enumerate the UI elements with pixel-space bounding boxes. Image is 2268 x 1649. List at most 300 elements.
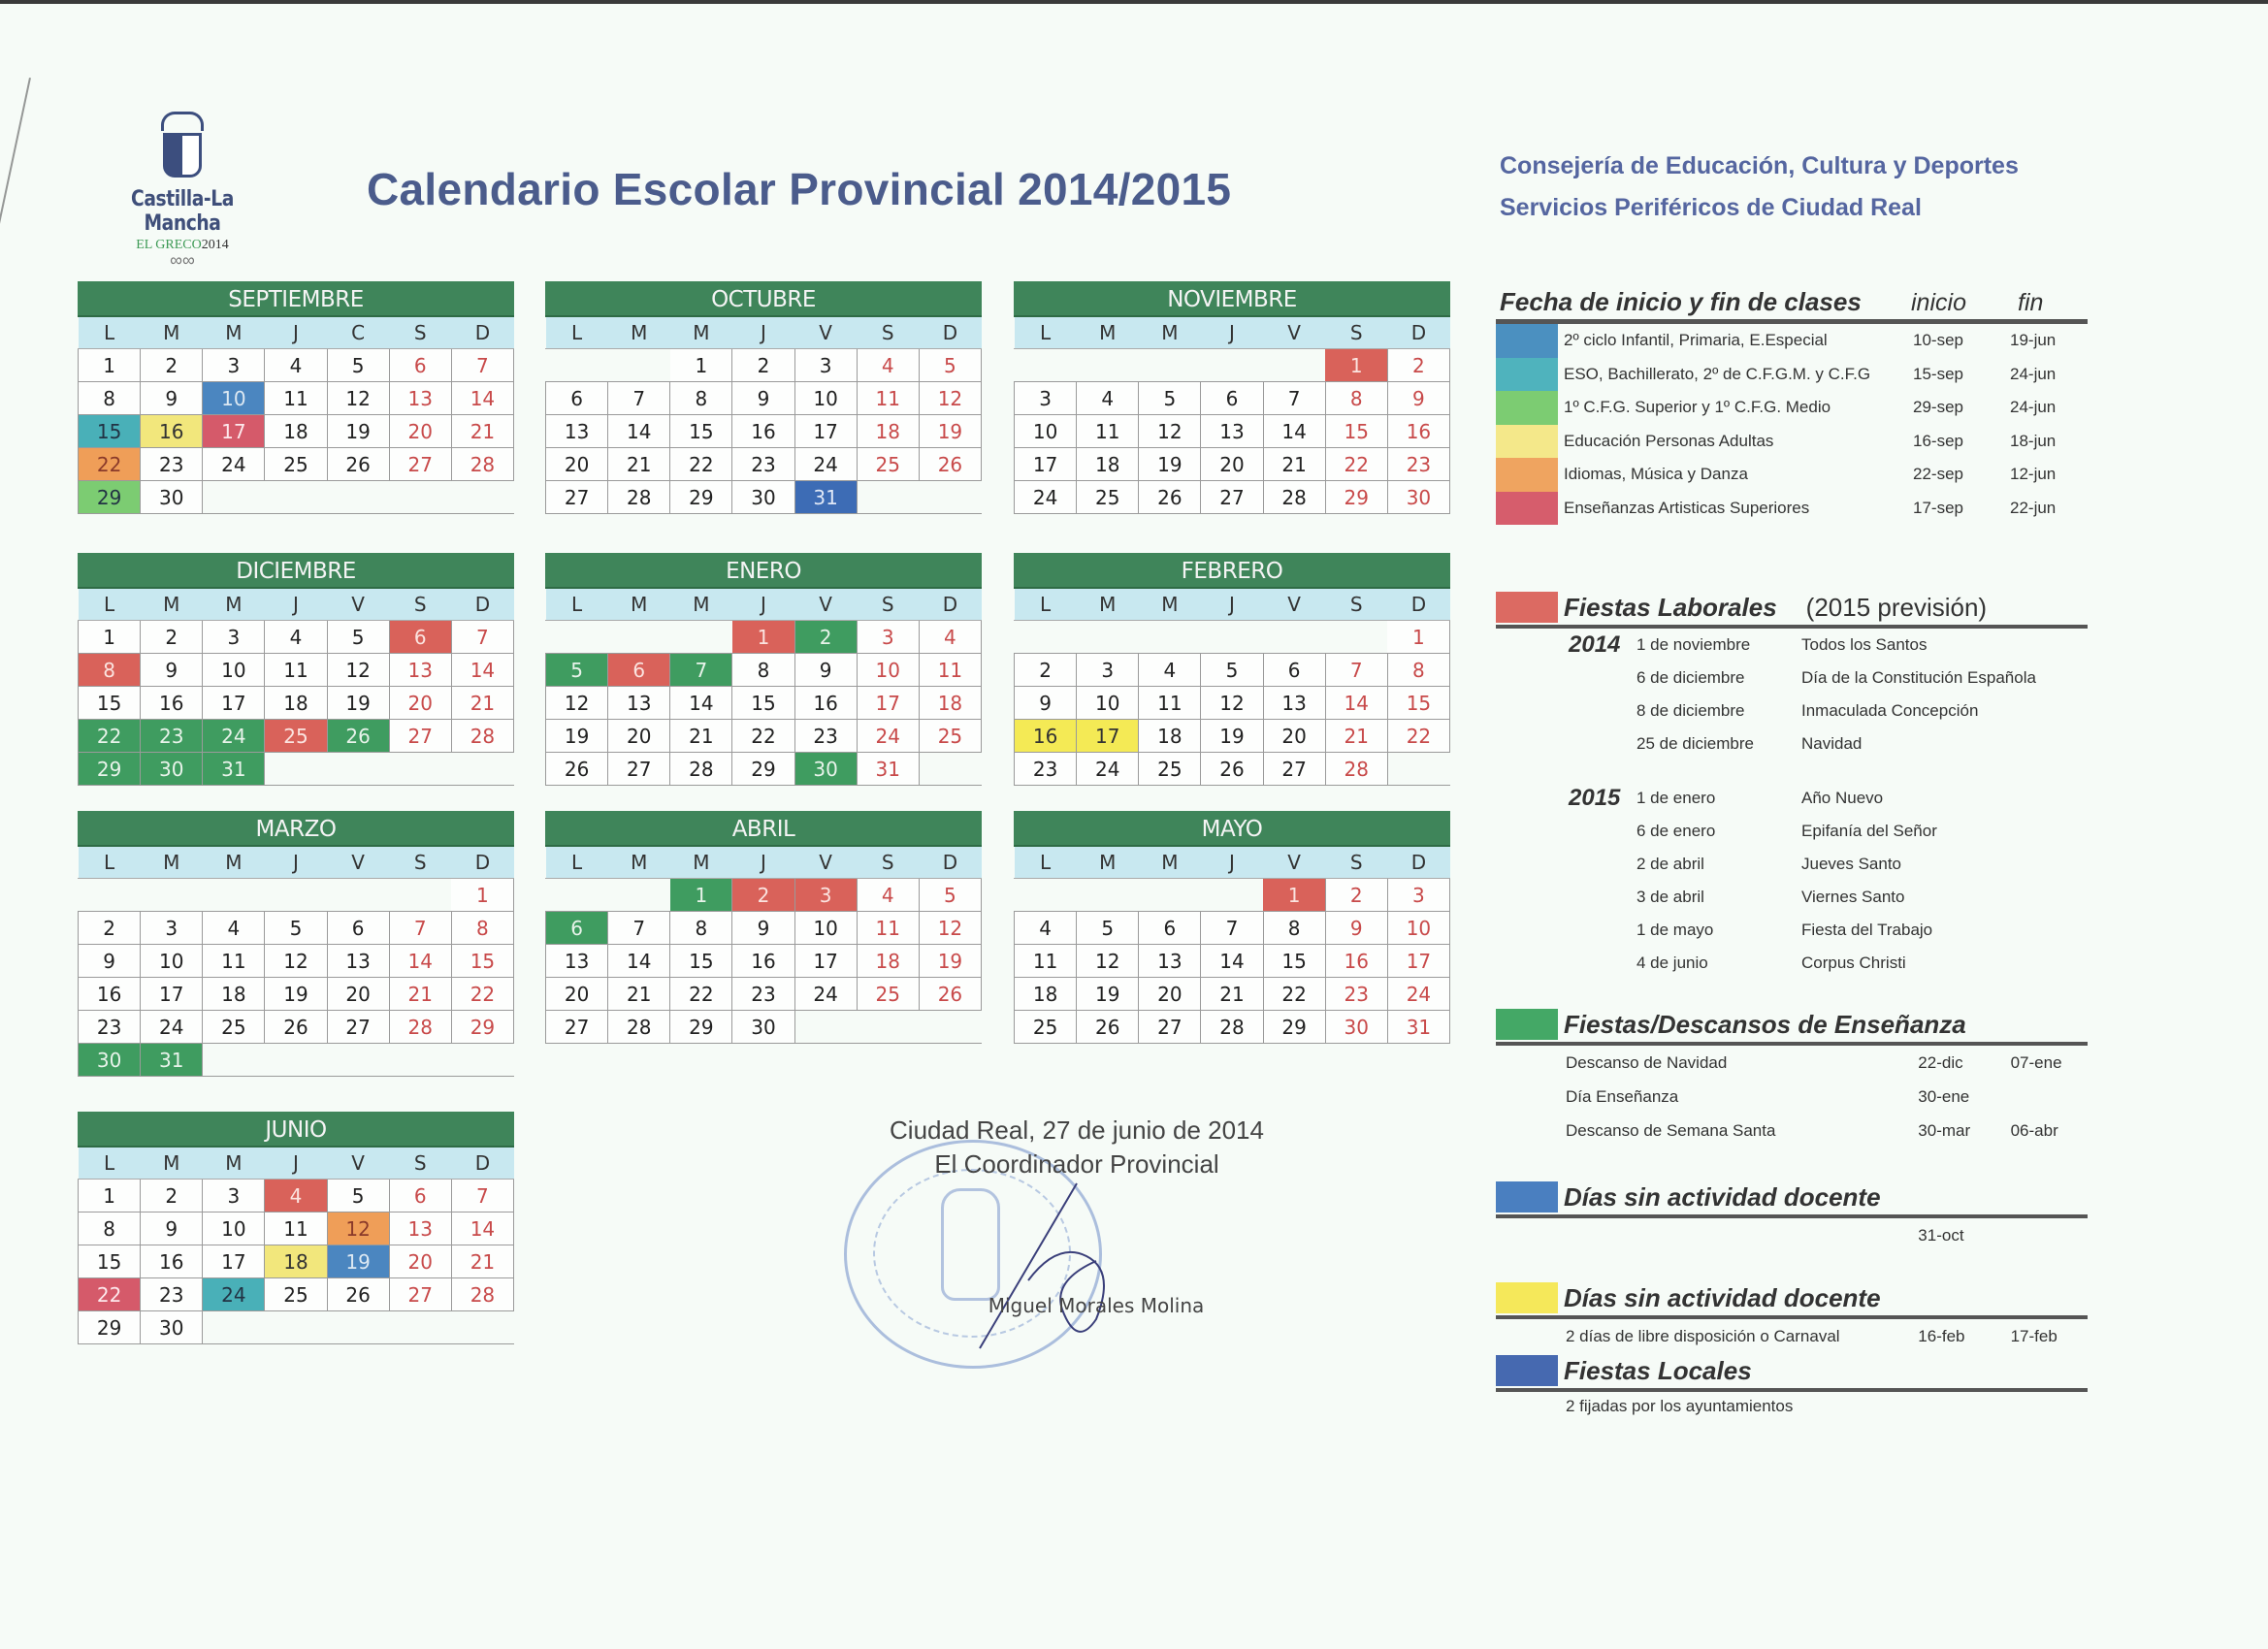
day-cell: 17 bbox=[857, 687, 919, 720]
class-date-row bbox=[1496, 324, 2088, 358]
weekday-label: D bbox=[919, 589, 981, 621]
week-row bbox=[1015, 879, 1450, 912]
day-cell: 17 bbox=[203, 415, 265, 448]
weekday-label: L bbox=[546, 847, 608, 879]
week-row bbox=[1015, 687, 1450, 720]
day-cell: 17 bbox=[1387, 945, 1449, 978]
day-cell: 8 bbox=[732, 654, 794, 687]
day-cell: 8 bbox=[670, 912, 732, 945]
empty-day-cell bbox=[1077, 349, 1139, 382]
holiday-date: 1 de mayo bbox=[1636, 921, 1714, 939]
week-row bbox=[546, 687, 982, 720]
month-calendar-mayo bbox=[1014, 811, 1450, 1044]
day-cell: 26 bbox=[1077, 1011, 1139, 1044]
week-row bbox=[1015, 382, 1450, 415]
day-cell: 3 bbox=[794, 349, 857, 382]
day-cell: 27 bbox=[327, 1011, 389, 1044]
period-start: 30-mar bbox=[1918, 1120, 1971, 1140]
day-cell: 10 bbox=[857, 654, 919, 687]
empty-day-cell bbox=[1015, 349, 1077, 382]
month-calendar-diciembre bbox=[78, 553, 514, 786]
class-dates-legend bbox=[1496, 287, 2088, 525]
day-cell: 23 bbox=[141, 448, 203, 481]
class-date-row bbox=[1496, 458, 2088, 492]
empty-day-cell bbox=[1201, 349, 1263, 382]
week-row bbox=[1015, 720, 1450, 753]
day-cell: 21 bbox=[670, 720, 732, 753]
day-cell: 22 bbox=[79, 1278, 141, 1311]
sin-actividad-blue-legend bbox=[1496, 1181, 2088, 1252]
day-cell: 9 bbox=[141, 654, 203, 687]
day-cell: 4 bbox=[203, 912, 265, 945]
day-cell: 10 bbox=[203, 1212, 265, 1245]
day-cell: 21 bbox=[1201, 978, 1263, 1011]
weekday-label: J bbox=[1201, 317, 1263, 349]
week-row bbox=[79, 1044, 514, 1077]
empty-day-cell bbox=[546, 349, 608, 382]
weekday-label: S bbox=[857, 847, 919, 879]
fiestas-laborales-title: Fiestas Laborales bbox=[1564, 593, 1777, 622]
category-color-swatch bbox=[1496, 458, 1558, 492]
week-row bbox=[79, 415, 514, 448]
day-cell: 17 bbox=[203, 687, 265, 720]
empty-day-cell bbox=[265, 1311, 327, 1344]
weekday-header-row bbox=[1015, 847, 1450, 879]
day-cell: 12 bbox=[1139, 415, 1201, 448]
empty-day-cell bbox=[857, 1011, 919, 1044]
day-cell: 28 bbox=[1201, 1011, 1263, 1044]
category-label: Enseñanzas Artisticas Superiores bbox=[1564, 498, 1810, 517]
end-date: 19-jun bbox=[2010, 331, 2057, 350]
weekday-label: V bbox=[794, 317, 857, 349]
holiday-name: Jueves Santo bbox=[1801, 855, 1902, 873]
day-cell: 28 bbox=[608, 481, 670, 514]
day-cell: 4 bbox=[1015, 912, 1077, 945]
day-cell: 13 bbox=[1263, 687, 1325, 720]
empty-day-cell bbox=[608, 879, 670, 912]
fiestas-locales-note: 2 fijadas por los ayuntamientos bbox=[1566, 1397, 1794, 1415]
weekday-label: M bbox=[670, 589, 732, 621]
day-cell: 14 bbox=[451, 382, 513, 415]
class-dates-title: Fecha de inicio y fin de clases bbox=[1500, 287, 1862, 316]
weekday-label: L bbox=[1015, 589, 1077, 621]
day-cell: 9 bbox=[1325, 912, 1387, 945]
weekday-label: V bbox=[1263, 589, 1325, 621]
day-cell: 11 bbox=[919, 654, 981, 687]
week-row bbox=[79, 1278, 514, 1311]
empty-day-cell bbox=[265, 879, 327, 912]
day-cell: 22 bbox=[1387, 720, 1449, 753]
day-cell: 26 bbox=[327, 1278, 389, 1311]
holiday-name: Año Nuevo bbox=[1801, 789, 1884, 807]
day-cell: 10 bbox=[1387, 912, 1449, 945]
day-cell: 19 bbox=[919, 945, 981, 978]
empty-day-cell bbox=[203, 1044, 265, 1077]
day-cell: 5 bbox=[1077, 912, 1139, 945]
day-cell: 7 bbox=[1263, 382, 1325, 415]
empty-day-cell bbox=[1139, 879, 1201, 912]
category-color-swatch bbox=[1496, 324, 1558, 358]
week-row bbox=[1015, 1011, 1450, 1044]
day-cell: 25 bbox=[265, 1278, 327, 1311]
day-cell: 11 bbox=[857, 382, 919, 415]
day-cell: 15 bbox=[1387, 687, 1449, 720]
class-date-row bbox=[1496, 425, 2088, 459]
weekday-label: L bbox=[1015, 847, 1077, 879]
day-cell: 9 bbox=[79, 945, 141, 978]
fiestas-locales-title: Fiestas Locales bbox=[1564, 1356, 1752, 1385]
weekday-label: S bbox=[857, 317, 919, 349]
day-cell: 28 bbox=[389, 1011, 451, 1044]
day-cell: 14 bbox=[1263, 415, 1325, 448]
weekday-label: L bbox=[79, 589, 141, 621]
month-title: DICIEMBRE bbox=[78, 553, 514, 589]
weekday-label: M bbox=[608, 847, 670, 879]
day-cell: 2 bbox=[141, 1180, 203, 1212]
week-row bbox=[1015, 978, 1450, 1011]
day-cell: 15 bbox=[732, 687, 794, 720]
day-cell: 29 bbox=[79, 481, 141, 514]
day-cell: 16 bbox=[732, 945, 794, 978]
weekday-label: J bbox=[265, 589, 327, 621]
weekday-label: D bbox=[919, 317, 981, 349]
weekday-label: J bbox=[265, 317, 327, 349]
weekday-label: M bbox=[608, 317, 670, 349]
fiestas-laborales-swatch bbox=[1496, 592, 1558, 623]
week-row bbox=[546, 415, 982, 448]
weekday-header-row bbox=[79, 589, 514, 621]
week-row bbox=[546, 1011, 982, 1044]
holiday-row bbox=[1496, 782, 2088, 815]
period-start: 31-oct bbox=[1918, 1225, 1964, 1245]
day-cell: 26 bbox=[919, 978, 981, 1011]
week-row bbox=[1015, 415, 1450, 448]
day-cell: 28 bbox=[670, 753, 732, 786]
day-cell: 4 bbox=[1139, 654, 1201, 687]
day-cell: 28 bbox=[1325, 753, 1387, 786]
day-cell: 22 bbox=[670, 448, 732, 481]
weekday-label: L bbox=[79, 847, 141, 879]
weekday-label: M bbox=[608, 589, 670, 621]
empty-day-cell bbox=[79, 879, 141, 912]
weekday-label: M bbox=[670, 847, 732, 879]
month-calendar-noviembre bbox=[1014, 281, 1450, 514]
day-cell: 2 bbox=[732, 349, 794, 382]
day-cell: 24 bbox=[203, 720, 265, 753]
day-cell: 30 bbox=[79, 1044, 141, 1077]
day-cell: 30 bbox=[1325, 1011, 1387, 1044]
week-row bbox=[546, 978, 982, 1011]
week-row bbox=[546, 349, 982, 382]
holiday-name: Fiesta del Trabajo bbox=[1801, 921, 1933, 939]
day-cell: 3 bbox=[794, 879, 857, 912]
sin-actividad-yellow-legend bbox=[1496, 1282, 2088, 1353]
day-cell: 3 bbox=[141, 912, 203, 945]
day-cell: 1 bbox=[670, 349, 732, 382]
month-title: SEPTIEMBRE bbox=[78, 281, 514, 317]
empty-day-cell bbox=[1015, 879, 1077, 912]
holiday-row bbox=[1496, 662, 2088, 695]
week-row bbox=[79, 1311, 514, 1344]
weekday-label: M bbox=[141, 1148, 203, 1180]
class-date-row bbox=[1496, 492, 2088, 526]
category-label: ESO, Bachillerato, 2º de C.F.G.M. y C.F.G bbox=[1564, 364, 1871, 383]
category-label: 2º ciclo Infantil, Primaria, E.Especial bbox=[1564, 331, 1828, 350]
day-cell: 8 bbox=[79, 1212, 141, 1245]
day-cell: 23 bbox=[79, 1011, 141, 1044]
empty-day-cell bbox=[265, 481, 327, 514]
day-cell: 21 bbox=[451, 687, 513, 720]
day-cell: 14 bbox=[608, 415, 670, 448]
day-cell: 22 bbox=[732, 720, 794, 753]
day-cell: 25 bbox=[1077, 481, 1139, 514]
weekday-label: D bbox=[451, 317, 513, 349]
start-date: 10-sep bbox=[1913, 331, 1963, 350]
weekday-label: J bbox=[1201, 847, 1263, 879]
day-cell: 5 bbox=[919, 349, 981, 382]
day-cell: 6 bbox=[389, 621, 451, 654]
day-cell: 16 bbox=[794, 687, 857, 720]
day-cell: 18 bbox=[857, 945, 919, 978]
day-cell: 11 bbox=[265, 1212, 327, 1245]
month-calendar-junio bbox=[78, 1112, 514, 1344]
day-cell: 11 bbox=[1139, 687, 1201, 720]
day-cell: 9 bbox=[732, 382, 794, 415]
holiday-row bbox=[1496, 815, 2088, 848]
week-row bbox=[546, 720, 982, 753]
day-cell: 1 bbox=[451, 879, 513, 912]
day-cell: 1 bbox=[79, 349, 141, 382]
day-cell: 6 bbox=[608, 654, 670, 687]
day-cell: 12 bbox=[1077, 945, 1139, 978]
day-cell: 23 bbox=[1387, 448, 1449, 481]
day-cell: 18 bbox=[1077, 448, 1139, 481]
day-cell: 30 bbox=[141, 481, 203, 514]
week-row bbox=[79, 945, 514, 978]
day-cell: 15 bbox=[1263, 945, 1325, 978]
weekday-label: S bbox=[389, 847, 451, 879]
day-cell: 3 bbox=[203, 1180, 265, 1212]
empty-day-cell bbox=[857, 481, 919, 514]
period-row bbox=[1496, 1046, 2088, 1080]
day-cell: 25 bbox=[857, 978, 919, 1011]
end-date: 12-jun bbox=[2010, 465, 2057, 484]
day-cell: 24 bbox=[203, 1278, 265, 1311]
holiday-row bbox=[1496, 848, 2088, 881]
month-calendar-enero bbox=[545, 553, 982, 786]
empty-day-cell bbox=[608, 349, 670, 382]
weekday-label: M bbox=[203, 847, 265, 879]
day-cell: 25 bbox=[265, 720, 327, 753]
day-cell: 23 bbox=[1015, 753, 1077, 786]
end-date: 18-jun bbox=[2010, 431, 2057, 450]
holiday-row bbox=[1496, 947, 2088, 980]
weekday-header-row bbox=[1015, 589, 1450, 621]
day-cell: 26 bbox=[265, 1011, 327, 1044]
holiday-date: 3 de abril bbox=[1636, 888, 1704, 906]
day-cell: 1 bbox=[732, 621, 794, 654]
empty-day-cell bbox=[265, 1044, 327, 1077]
empty-day-cell bbox=[389, 753, 451, 786]
day-cell: 20 bbox=[546, 448, 608, 481]
day-cell: 8 bbox=[1263, 912, 1325, 945]
holiday-row bbox=[1496, 695, 2088, 728]
empty-day-cell bbox=[1015, 621, 1077, 654]
week-row bbox=[79, 621, 514, 654]
empty-day-cell bbox=[451, 1311, 513, 1344]
day-cell: 12 bbox=[265, 945, 327, 978]
day-cell: 16 bbox=[1325, 945, 1387, 978]
day-cell: 23 bbox=[1325, 978, 1387, 1011]
weekday-label: D bbox=[1387, 317, 1449, 349]
day-cell: 29 bbox=[670, 481, 732, 514]
day-cell: 18 bbox=[265, 1245, 327, 1278]
weekday-label: M bbox=[203, 589, 265, 621]
weekday-label: M bbox=[203, 1148, 265, 1180]
day-cell: 13 bbox=[389, 654, 451, 687]
day-cell: 27 bbox=[389, 720, 451, 753]
day-cell: 21 bbox=[451, 415, 513, 448]
day-cell: 15 bbox=[670, 945, 732, 978]
day-cell: 20 bbox=[1139, 978, 1201, 1011]
fiestas-laborales-subtitle: (2015 previsión) bbox=[1805, 593, 1988, 622]
empty-day-cell bbox=[327, 481, 389, 514]
month-calendar-octubre bbox=[545, 281, 982, 514]
day-cell: 31 bbox=[1387, 1011, 1449, 1044]
fold-line bbox=[0, 78, 31, 325]
day-cell: 5 bbox=[265, 912, 327, 945]
empty-day-cell bbox=[670, 621, 732, 654]
week-row bbox=[79, 349, 514, 382]
day-cell: 4 bbox=[1077, 382, 1139, 415]
day-cell: 26 bbox=[1139, 481, 1201, 514]
day-cell: 19 bbox=[1201, 720, 1263, 753]
week-row bbox=[546, 481, 982, 514]
day-cell: 20 bbox=[608, 720, 670, 753]
class-date-row bbox=[1496, 358, 2088, 392]
day-cell: 5 bbox=[919, 879, 981, 912]
day-cell: 3 bbox=[1387, 879, 1449, 912]
day-cell: 27 bbox=[1139, 1011, 1201, 1044]
holiday-name: Todos los Santos bbox=[1801, 635, 1928, 654]
empty-day-cell bbox=[1387, 753, 1449, 786]
holiday-row bbox=[1496, 881, 2088, 914]
period-start: 16-feb bbox=[1918, 1326, 1965, 1345]
day-cell: 30 bbox=[732, 481, 794, 514]
day-cell: 29 bbox=[1325, 481, 1387, 514]
day-cell: 8 bbox=[1387, 654, 1449, 687]
day-cell: 3 bbox=[1077, 654, 1139, 687]
day-cell: 13 bbox=[389, 382, 451, 415]
day-cell: 11 bbox=[857, 912, 919, 945]
empty-day-cell bbox=[608, 621, 670, 654]
weekday-label: S bbox=[389, 589, 451, 621]
organization-block bbox=[1500, 146, 2019, 229]
day-cell: 20 bbox=[327, 978, 389, 1011]
fiestas-locales-swatch bbox=[1496, 1355, 1558, 1386]
day-cell: 7 bbox=[451, 1180, 513, 1212]
day-cell: 6 bbox=[327, 912, 389, 945]
day-cell: 9 bbox=[141, 382, 203, 415]
day-cell: 17 bbox=[1015, 448, 1077, 481]
day-cell: 10 bbox=[794, 912, 857, 945]
weekday-label: V bbox=[794, 847, 857, 879]
day-cell: 14 bbox=[451, 654, 513, 687]
weekday-label: S bbox=[1325, 847, 1387, 879]
day-cell: 2 bbox=[732, 879, 794, 912]
sin-actividad-yellow-title: Días sin actividad docente bbox=[1564, 1283, 1881, 1312]
holiday-name: Viernes Santo bbox=[1801, 888, 1905, 906]
empty-day-cell bbox=[451, 1044, 513, 1077]
day-cell: 16 bbox=[1015, 720, 1077, 753]
holiday-name: Navidad bbox=[1801, 734, 1863, 753]
holiday-year: 2014 bbox=[1569, 631, 1621, 658]
day-cell: 12 bbox=[546, 687, 608, 720]
day-cell: 18 bbox=[857, 415, 919, 448]
day-cell: 19 bbox=[1077, 978, 1139, 1011]
day-cell: 31 bbox=[794, 481, 857, 514]
empty-day-cell bbox=[919, 481, 981, 514]
weekday-label: V bbox=[327, 1148, 389, 1180]
week-row bbox=[1015, 654, 1450, 687]
weekday-label: M bbox=[670, 317, 732, 349]
weekday-header-row bbox=[79, 1148, 514, 1180]
period-row bbox=[1496, 1319, 2088, 1353]
weekday-label: L bbox=[546, 589, 608, 621]
month-grid bbox=[545, 847, 982, 1044]
day-cell: 11 bbox=[265, 654, 327, 687]
day-cell: 6 bbox=[1139, 912, 1201, 945]
day-cell: 12 bbox=[919, 382, 981, 415]
day-cell: 6 bbox=[1201, 382, 1263, 415]
day-cell: 9 bbox=[1387, 382, 1449, 415]
day-cell: 14 bbox=[670, 687, 732, 720]
week-row bbox=[546, 912, 982, 945]
day-cell: 8 bbox=[451, 912, 513, 945]
day-cell: 22 bbox=[670, 978, 732, 1011]
weekday-label: J bbox=[732, 847, 794, 879]
day-cell: 19 bbox=[1139, 448, 1201, 481]
weekday-label: M bbox=[1077, 317, 1139, 349]
day-cell: 22 bbox=[1263, 978, 1325, 1011]
start-date: 22-sep bbox=[1913, 465, 1963, 484]
logo-subtext: EL GRECO2014 bbox=[136, 238, 229, 252]
day-cell: 29 bbox=[732, 753, 794, 786]
month-grid bbox=[545, 589, 982, 786]
day-cell: 28 bbox=[451, 448, 513, 481]
day-cell: 28 bbox=[451, 1278, 513, 1311]
weekday-label: D bbox=[451, 589, 513, 621]
holiday-date: 1 de noviembre bbox=[1636, 635, 1751, 654]
day-cell: 30 bbox=[732, 1011, 794, 1044]
empty-day-cell bbox=[389, 1044, 451, 1077]
empty-day-cell bbox=[389, 481, 451, 514]
page-title: Calendario Escolar Provincial 2014/2015 bbox=[367, 164, 1232, 214]
start-date: 17-sep bbox=[1913, 498, 1963, 517]
day-cell: 25 bbox=[1015, 1011, 1077, 1044]
month-grid bbox=[78, 847, 514, 1077]
day-cell: 10 bbox=[794, 382, 857, 415]
empty-day-cell bbox=[389, 1311, 451, 1344]
category-color-swatch bbox=[1496, 492, 1558, 526]
signer-name: Miguel Morales Molina bbox=[988, 1294, 1205, 1317]
day-cell: 20 bbox=[389, 687, 451, 720]
day-cell: 28 bbox=[608, 1011, 670, 1044]
sin-actividad-blue-swatch bbox=[1496, 1181, 1558, 1212]
day-cell: 7 bbox=[1325, 654, 1387, 687]
day-cell: 16 bbox=[141, 687, 203, 720]
day-cell: 9 bbox=[794, 654, 857, 687]
